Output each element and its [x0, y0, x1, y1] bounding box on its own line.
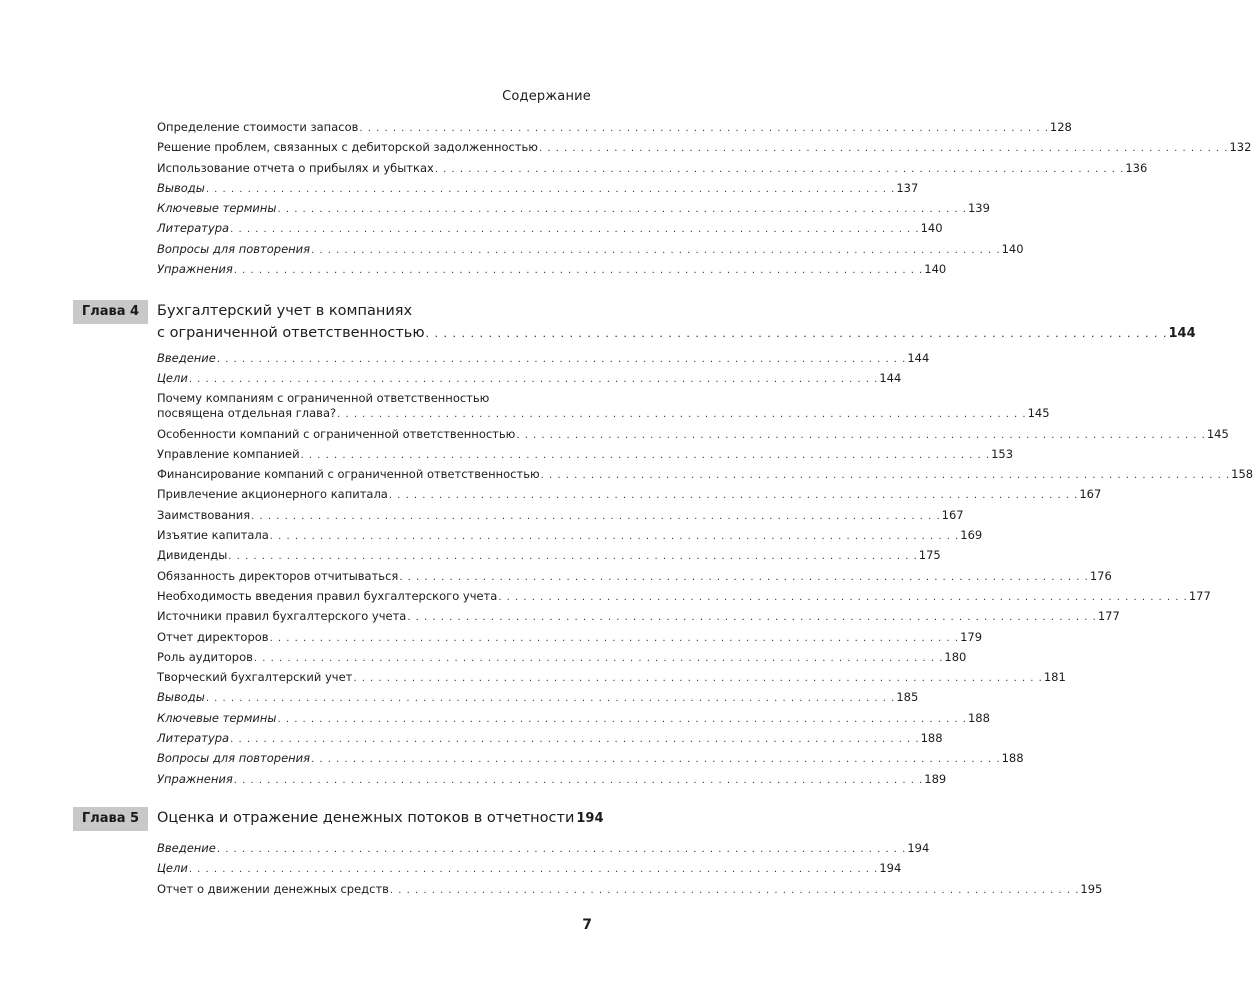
leader-dots: . . . . . . . . . . . . . . . . . . . . . . . . . . . . . . . . . . . . . . . . . . . . . . . . . . . . . . . . . . . . . . . . . . . . . . . . . . . . . . . . . . . — [269, 531, 960, 543]
chapter-title-line1: Бухгалтерский учет в компаниях — [157, 303, 413, 319]
leader-dots: . . . . . . . . . . . . . . . . . . . . . . . . . . . . . . . . . . . . . . . . . . . . . . . . . . . . . . . . . . . . . . . . . . . . . . . . . . . . . . . . . . . — [228, 551, 918, 563]
toc-entry-page: 140 — [920, 221, 943, 236]
chapter-title — [157, 807, 604, 829]
toc-entry-page: 177 — [1097, 609, 1120, 624]
toc-entry[interactable] — [157, 424, 1229, 444]
leader-dots: . . . . . . . . . . . . . . . . . . . . . . . . . . . . . . . . . . . . . . . . . . . . . . . . . . . . . . . . . . . . . . . . . . . . . . . . . . . . . . . . . . . — [253, 652, 944, 664]
toc-entry-title: Цели — [157, 861, 188, 876]
leader-dots: . . . . . . . . . . . . . . . . . . . . . . . . . . . . . . . . . . . . . . . . . . . . . . . . . . . . . . . . . . . . . . . . . . . . . . . . . . . . . . . . . . . — [337, 408, 1027, 420]
toc-entry-page: 180 — [944, 649, 967, 664]
toc-entry-page: 144 — [907, 351, 930, 365]
toc-entry-title: Введение — [157, 841, 216, 855]
toc-entry-page: 132 — [1229, 140, 1252, 155]
toc-entry-page: 136 — [1125, 160, 1148, 175]
toc-entry[interactable] — [157, 586, 1211, 606]
toc-entry-title: Выводы — [157, 180, 205, 195]
toc-entry-title: Литература — [157, 731, 230, 746]
toc-entry-page: 153 — [991, 446, 1014, 461]
leader-dots: . . . . . . . . . . . . . . . . . . . . . . . . . . . . . . . . . . . . . . . . . . . . . . . . . . . . . . . . . . . . . . . . . . . . . . . . . . . . . . . . . . . — [388, 490, 1079, 502]
toc-entry-title: Управление компанией — [157, 446, 300, 461]
toc-entry[interactable] — [157, 708, 990, 728]
running-head: Содержание — [502, 89, 591, 104]
toc-entry-page: 176 — [1089, 568, 1112, 583]
toc-entry[interactable] — [157, 667, 1066, 687]
leader-dots: . . . . . . . . . . . . . . . . . . . . . . . . . . . . . . . . . . . . . . . . . . . . . . . . . . . . . . . . . . . . . . . . . . . . . . . . . . . . . . . . . . . — [277, 204, 967, 216]
chapter-label: Глава 4 — [73, 300, 148, 324]
leader-dots: . . . . . . . . . . . . . . . . . . . . . . . . . . . . . . . . . . . . . . . . . . . . . . . . . . . . . . . . . . . . . . . . . . . . . . . . . . . . . . . . . . . — [216, 354, 907, 365]
leader-dots: . . . . . . . . . . . . . . . . . . . . . . . . . . . . . . . . . . . . . . . . . . . . . . . . . . . . . . . . . . . . . . . . . . . . . . . . . . . . . . . . . . . — [188, 864, 879, 876]
toc-entry[interactable] — [157, 687, 919, 707]
leader-dots: . . . . . . . . . . . . . . . . . . . . . . . . . . . . . . . . . . . . . . . . . . . . . . . . . . . . . . . . . . . . . . . . . . . . . . . . . . . . . . . . . . . — [540, 470, 1231, 482]
toc-entry[interactable] — [157, 525, 983, 545]
toc-entry[interactable] — [157, 117, 1072, 137]
chapter-label: Глава 5 — [73, 807, 148, 831]
toc-entry-title-line1: Почему компаниям с ограниченной ответственностью — [157, 390, 490, 405]
toc-entry-title: Выводы — [157, 690, 205, 705]
toc-entry-title: Определение стоимости запасов — [157, 120, 359, 134]
leader-dots: . . . . . . . . . . . . . . . . . . . . . . . . . . . . . . . . . . . . . . . . . . . . . . . . . . . . . . . . . . . . . . . . . . . . . . . . . . . . . . . . . . . — [538, 143, 1229, 155]
toc-entry-title: Изъятие капитала — [157, 528, 269, 543]
toc-entry[interactable] — [157, 606, 1120, 626]
toc-entry[interactable] — [157, 444, 1014, 464]
toc-entry[interactable] — [157, 259, 947, 279]
leader-dots: . . . . . . . . . . . . . . . . . . . . . . . . . . . . . . . . . . . . . . . . . . . . . . . . . . . . . . . . . . . . . . . . . . . . . . . . . . . . . . . . . . . — [359, 123, 1049, 134]
toc-entry-title: Особенности компаний с ограниченной ответственностью — [157, 426, 516, 441]
toc-entry-title: Заимствования — [157, 507, 251, 522]
toc-entry-page: 175 — [918, 548, 941, 563]
toc-entry-title: Решение проблем, связанных с дебиторской задолженностью — [157, 140, 538, 155]
toc-entry-page: 167 — [1079, 487, 1102, 502]
chapter-title-line2: с ограниченной ответственностью — [157, 325, 425, 341]
leader-dots: . . . . . . . . . . . . . . . . . . . . . . . . . . . . . . . . . . . . . . . . . . . . . . . . . . . . . . . . . . . . . . . . . . . . . . . . . . . . . . . . . . . — [277, 713, 967, 725]
toc-entry[interactable] — [157, 158, 1148, 178]
leader-dots: . . . . . . . . . . . . . . . . . . . . . . . . . . . . . . . . . . . . . . . . . . . . . . . . . . . . . . . . . . . . . . . . . . . . . . . . . . . . . . . . . . . — [311, 244, 1001, 256]
toc-entry-page: 128 — [1049, 120, 1072, 134]
leader-dots: . . . . . . . . . . . . . . . . . . . . . . . . . . . . . . . . . . . . . . . . . . . . . . . . . . . . . . . . . . . . . . . . . . . . . . . . . . . . . . . . . . . — [188, 374, 879, 386]
toc-entry-title: Литература — [157, 221, 230, 236]
leader-dots: . . . . . . . . . . . . . . . . . . . . . . . . . . . . . . . . . . . . . . . . . . . . . . . . . . . . . . . . . . . . . . . . . . . . . . . . . . . . . . . . . . . — [399, 571, 1089, 583]
leader-dots: . . . . . . . . . . . . . . . . . . . . . . . . . . . . . . . . . . . . . . . . . . . . . . . . . . . . . . . . . . . . . . . . . . . . . . . . . . . . . . . . . . . — [233, 265, 924, 277]
toc-entry-title: Вопросы для повторения — [157, 751, 311, 766]
leader-dots: . . . . . . . . . . . . . . . . . . . . . . . . . . . . . . . . . . . . . . . . . . . . . . . . . . . . . . . . . . . . . . . . . . . . . . . . . . . . . . . . . . . — [230, 224, 920, 236]
toc-entry-page: 188 — [1001, 751, 1024, 766]
toc-entry[interactable] — [157, 484, 1102, 504]
toc-entry[interactable] — [157, 627, 983, 647]
toc-entry[interactable] — [157, 505, 964, 525]
toc-entry-title: Отчет директоров — [157, 629, 269, 644]
toc-entry-page: 145 — [1027, 405, 1050, 420]
toc-entry[interactable] — [157, 858, 902, 878]
toc-entry[interactable] — [157, 728, 943, 748]
chapter-title — [157, 300, 1196, 344]
toc-entry-title: Роль аудиторов — [157, 649, 253, 664]
toc-entry-page: 177 — [1188, 588, 1211, 603]
toc-entry[interactable] — [157, 137, 1252, 157]
toc-entry-title: Цели — [157, 371, 188, 386]
toc-entry-page: 158 — [1231, 467, 1253, 482]
toc-entry-page: 189 — [924, 771, 947, 786]
toc-entry-title: Привлечение акционерного капитала — [157, 487, 388, 502]
toc-entry[interactable] — [157, 769, 947, 789]
toc-entry-page: 140 — [924, 262, 947, 277]
toc-entry-page: 167 — [941, 507, 964, 522]
toc-entry-page: 185 — [896, 690, 919, 705]
toc-entry-title: Необходимость введения правил бухгалтерского учета — [157, 588, 498, 603]
toc-entry-title: Вопросы для повторения — [157, 241, 311, 256]
toc-entry[interactable] — [157, 464, 1253, 484]
leader-dots: . . . . . . . . . . . . . . . . . . . . . . . . . . . . . . . . . . . . . . . . . . . . . . . . . . . . . . . . . . . . . . . . . . . . . . . . . . . . . . . . . . . — [205, 693, 896, 705]
toc-entry[interactable] — [157, 178, 919, 198]
toc-entry[interactable] — [157, 239, 1024, 259]
toc-entry-title: Использование отчета о прибылях и убытках — [157, 160, 434, 175]
toc-group-chapter3-tail — [157, 117, 1252, 279]
leader-dots: . . . . . . . . . . . . . . . . . . . . . . . . . . . . . . . . . . . . . . . . . . . . . . . . . . . . . . . . . . . . . . . . . . . . . . . . . . . . . . . . . . . — [233, 774, 924, 786]
chapter-title-line1: Оценка и отражение денежных потоков в отчетности — [157, 810, 575, 826]
toc-entry[interactable] — [157, 218, 943, 238]
toc-entry-page: 194 — [907, 841, 930, 855]
toc-entry-page: 137 — [896, 180, 919, 195]
toc-entry-page: 181 — [1043, 670, 1066, 685]
toc-entry-page: 140 — [1001, 241, 1024, 256]
toc-entry-title: Обязанность директоров отчитываться — [157, 568, 399, 583]
leader-dots: . . . . . . . . . . . . . . . . . . . . . . . . . . . . . . . . . . . . . . . . . . . . . . . . . . . . . . . . . . . . . . . . . . . . . . . . . . . . . . . . . . . — [425, 327, 1168, 340]
toc-entry-title: Упражнения — [157, 771, 233, 786]
toc-entry-page: 195 — [1080, 881, 1103, 896]
toc-entry-page: 179 — [960, 629, 983, 644]
toc-entry-page: 188 — [920, 731, 943, 746]
toc-entry-title: Упражнения — [157, 262, 233, 277]
toc-entry-title: Отчет о движении денежных средств — [157, 881, 389, 896]
toc-entry-title-line2: посвящена отдельная глава? — [157, 405, 337, 420]
leader-dots: . . . . . . . . . . . . . . . . . . . . . . . . . . . . . . . . . . . . . . . . . . . . . . . . . . . . . . . . . . . . . . . . . . . . . . . . . . . . . . . . . . . — [300, 449, 991, 461]
toc-entry[interactable] — [157, 545, 941, 565]
toc-group-chapter5 — [157, 838, 1103, 899]
toc-entry-page: 145 — [1206, 426, 1229, 441]
toc-entry-title: Источники правил бухгалтерского учета — [157, 609, 407, 624]
toc-entry-title: Введение — [157, 351, 216, 365]
toc-entry-page: 139 — [967, 201, 990, 216]
leader-dots: . . . . . . . . . . . . . . . . . . . . . . . . . . . . . . . . . . . . . . . . . . . . . . . . . . . . . . . . . . . . . . . . . . . . . . . . . . . . . . . . . . . — [216, 844, 907, 855]
leader-dots: . . . . . . . . . . . . . . . . . . . . . . . . . . . . . . . . . . . . . . . . . . . . . . . . . . . . . . . . . . . . . . . . . . . . . . . . . . . . . . . . . . . — [407, 612, 1097, 624]
toc-entry-title: Дивиденды — [157, 548, 228, 563]
toc-entry-title: Финансирование компаний с ограниченной ответственностью — [157, 467, 540, 482]
leader-dots: . . . . . . . . . . . . . . . . . . . . . . . . . . . . . . . . . . . . . . . . . . . . . . . . . . . . . . . . . . . . . . . . . . . . . . . . . . . . . . . . . . . — [434, 163, 1125, 175]
leader-dots: . . . . . . . . . . . . . . . . . . . . . . . . . . . . . . . . . . . . . . . . . . . . . . . . . . . . . . . . . . . . . . . . . . . . . . . . . . . . . . . . . . . — [205, 183, 896, 195]
toc-entry-page: 169 — [960, 528, 983, 543]
leader-dots: . . . . . . . . . . . . . . . . . . . . . . . . . . . . . . . . . . . . . . . . . . . . . . . . . . . . . . . . . . . . . . . . . . . . . . . . . . . . . . . . . . . — [269, 632, 960, 644]
toc-entry-page: 188 — [967, 710, 990, 725]
toc-entry[interactable] — [157, 389, 1050, 421]
leader-dots: . . . . . . . . . . . . . . . . . . . . . . . . . . . . . . . . . . . . . . . . . . . . . . . . . . . . . . . . . . . . . . . . . . . . . . . . . . . . . . . . . . . — [251, 510, 941, 522]
chapter-page: 144 — [1168, 326, 1196, 341]
toc-entry[interactable] — [157, 198, 990, 218]
toc-entry-page: 144 — [879, 371, 902, 386]
toc-entry[interactable] — [157, 838, 930, 858]
toc-entry-page: 194 — [879, 861, 902, 876]
leader-dots: . . . . . . . . . . . . . . . . . . . . . . . . . . . . . . . . . . . . . . . . . . . . . . . . . . . . . . . . . . . . . . . . . . . . . . . . . . . . . . . . . . . — [389, 884, 1080, 896]
leader-dots: . . . . . . . . . . . . . . . . . . . . . . . . . . . . . . . . . . . . . . . . . . . . . . . . . . . . . . . . . . . . . . . . . . . . . . . . . . . . . . . . . . . — [516, 429, 1206, 441]
toc-entry[interactable] — [157, 879, 1103, 899]
leader-dots: . . . . . . . . . . . . . . . . . . . . . . . . . . . . . . . . . . . . . . . . . . . . . . . . . . . . . . . . . . . . . . . . . . . . . . . . . . . . . . . . . . . — [230, 734, 920, 746]
toc-entry-title: Ключевые термины — [157, 201, 277, 216]
toc-entry-title: Творческий бухгалтерский учет — [157, 670, 353, 685]
toc-entry[interactable] — [157, 748, 1024, 768]
leader-dots: . . . . . . . . . . . . . . . . . . . . . . . . . . . . . . . . . . . . . . . . . . . . . . . . . . . . . . . . . . . . . . . . . . . . . . . . . . . . . . . . . . . — [311, 754, 1001, 766]
toc-group-chapter4 — [157, 348, 1253, 789]
page-number: 7 — [582, 917, 592, 933]
toc-entry[interactable] — [157, 348, 930, 368]
leader-dots: . . . . . . . . . . . . . . . . . . . . . . . . . . . . . . . . . . . . . . . . . . . . . . . . . . . . . . . . . . . . . . . . . . . . . . . . . . . . . . . . . . . — [353, 673, 1043, 685]
toc-entry[interactable] — [157, 368, 902, 388]
toc-entry[interactable] — [157, 566, 1112, 586]
chapter-page: 194 — [576, 811, 604, 826]
leader-dots: . . . . . . . . . . . . . . . . . . . . . . . . . . . . . . . . . . . . . . . . . . . . . . . . . . . . . . . . . . . . . . . . . . . . . . . . . . . . . . . . . . . — [498, 591, 1188, 603]
toc-entry[interactable] — [157, 647, 967, 667]
toc-entry-title: Ключевые термины — [157, 710, 277, 725]
